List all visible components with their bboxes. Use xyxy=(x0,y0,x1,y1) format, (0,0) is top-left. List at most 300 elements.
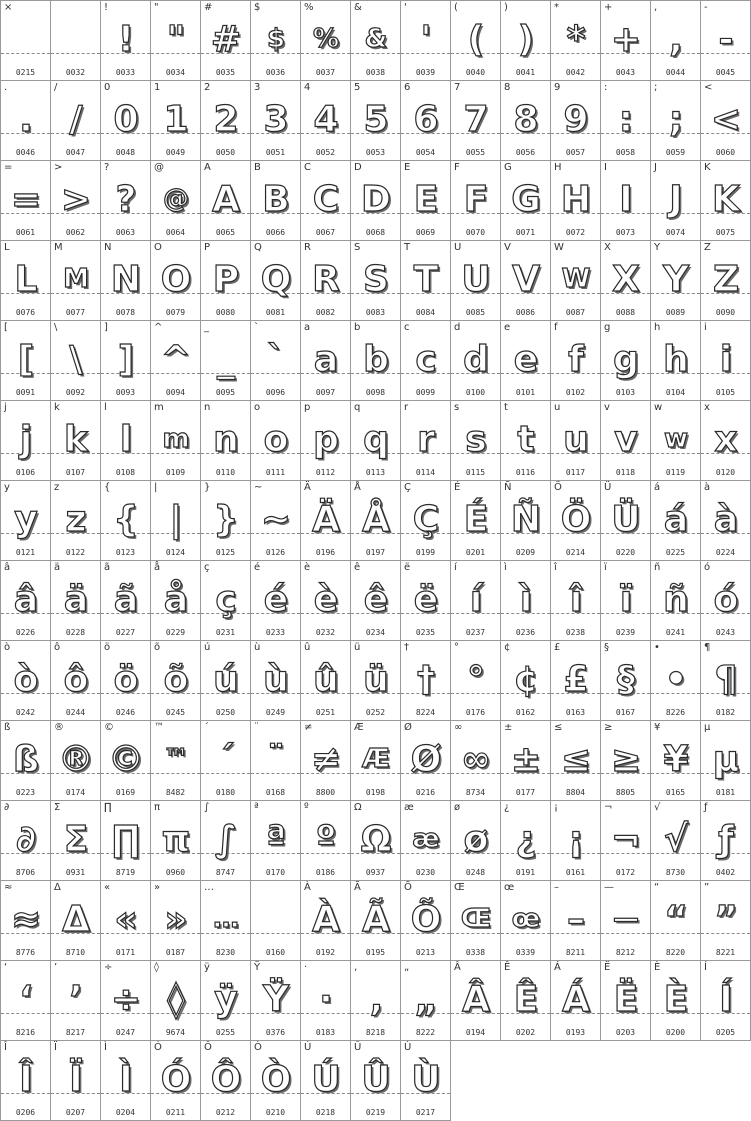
glyph-label: / xyxy=(54,82,58,93)
glyph-cell xyxy=(51,721,101,801)
glyph-code: 0226 xyxy=(15,628,36,637)
glyph-code: 8800 xyxy=(315,788,336,797)
glyph-sample: ~ xyxy=(260,498,291,540)
glyph-cell xyxy=(601,81,651,161)
glyph-code: 0194 xyxy=(465,1028,486,1037)
glyph-sample: D xyxy=(361,178,390,220)
glyph-code: 0045 xyxy=(715,68,736,77)
glyph-code: 0085 xyxy=(465,308,486,317)
glyph-sample: ¢ xyxy=(513,658,538,700)
glyph-sample: l xyxy=(119,418,132,460)
glyph-code: 0181 xyxy=(715,788,736,797)
glyph-cell xyxy=(201,561,251,641)
glyph-cell xyxy=(201,81,251,161)
glyph-cell xyxy=(1,641,51,721)
glyph-label: ñ xyxy=(654,562,661,573)
glyph-sample: ∏ xyxy=(111,818,140,860)
glyph-code: 0248 xyxy=(465,868,486,877)
glyph-label: I xyxy=(604,162,607,173)
glyph-sample: Δ xyxy=(62,898,89,940)
glyph-label: û xyxy=(304,642,311,653)
glyph-cell xyxy=(551,961,601,1041)
glyph-sample: ô xyxy=(63,658,88,700)
glyph-cell xyxy=(151,721,201,801)
glyph-cell xyxy=(101,81,151,161)
glyph-code: 0064 xyxy=(165,228,186,237)
glyph-sample: “ xyxy=(664,898,687,940)
glyph-label: ¥ xyxy=(654,722,661,733)
glyph-code: 0087 xyxy=(565,308,586,317)
glyph-cell xyxy=(551,881,601,961)
glyph-code: 0042 xyxy=(565,68,586,77)
glyph-sample: B xyxy=(262,178,289,220)
glyph-code: 0090 xyxy=(715,308,736,317)
glyph-cell xyxy=(51,961,101,1041)
glyph-code: 0165 xyxy=(665,788,686,797)
glyph-code: 0252 xyxy=(365,708,386,717)
glyph-sample: ∞ xyxy=(461,738,490,780)
glyph-code: 8218 xyxy=(365,1028,386,1037)
glyph-label: C xyxy=(304,162,311,173)
glyph-label: T xyxy=(404,242,411,253)
glyph-label: z xyxy=(54,482,60,493)
glyph-sample: è xyxy=(313,578,338,620)
glyph-sample: ÿ xyxy=(214,978,237,1020)
glyph-cell xyxy=(401,801,451,881)
glyph-sample: ¶ xyxy=(714,658,737,700)
glyph-code: 0196 xyxy=(315,548,336,557)
glyph-cell xyxy=(501,1,551,81)
glyph-sample: å xyxy=(163,578,188,620)
glyph-code: 0217 xyxy=(415,1108,436,1117)
glyph-cell xyxy=(651,401,701,481)
glyph-cell xyxy=(51,1,101,81)
glyph-cell xyxy=(551,81,601,161)
glyph-cell xyxy=(501,321,551,401)
glyph-label: ª xyxy=(254,802,259,813)
glyph-cell xyxy=(351,961,401,1041)
glyph-sample: Ù xyxy=(411,1058,440,1100)
glyph-sample: / xyxy=(69,98,82,140)
glyph-sample: Û xyxy=(361,1058,390,1100)
glyph-sample: œ xyxy=(511,904,540,934)
glyph-sample: i xyxy=(719,338,732,380)
glyph-cell xyxy=(401,161,451,241)
glyph-code: 0057 xyxy=(565,148,586,157)
glyph-cell xyxy=(51,81,101,161)
glyph-sample: _ xyxy=(217,338,234,380)
glyph-label: : xyxy=(604,82,608,93)
glyph-label: E xyxy=(404,162,411,173)
glyph-sample: Ÿ xyxy=(262,978,289,1020)
glyph-cell xyxy=(501,641,551,721)
glyph-cell xyxy=(401,561,451,641)
glyph-sample: ÷ xyxy=(110,978,141,1020)
glyph-cell xyxy=(601,241,651,321)
glyph-code: 0169 xyxy=(115,788,136,797)
glyph-cell xyxy=(151,321,201,401)
glyph-sample: P xyxy=(212,258,239,300)
glyph-sample: ‚ xyxy=(369,978,382,1020)
glyph-cell xyxy=(601,561,651,641)
glyph-cell xyxy=(151,401,201,481)
glyph-code: 0227 xyxy=(115,628,136,637)
glyph-label: ‚ xyxy=(354,962,358,973)
glyph-code: 0376 xyxy=(265,1028,286,1037)
glyph-sample xyxy=(251,893,300,945)
glyph-cell xyxy=(701,81,751,161)
glyph-cell xyxy=(551,401,601,481)
glyph-code: 0073 xyxy=(615,228,636,237)
glyph-sample: Ê xyxy=(513,978,538,1020)
glyph-label: p xyxy=(304,402,311,413)
glyph-label: Ò xyxy=(254,1042,262,1053)
glyph-code: 0062 xyxy=(65,228,86,237)
glyph-cell xyxy=(301,1041,351,1121)
glyph-label: ] xyxy=(104,322,108,333)
glyph-cell xyxy=(51,321,101,401)
glyph-sample: r xyxy=(417,418,434,460)
glyph-label: √ xyxy=(654,802,661,813)
glyph-code: 8216 xyxy=(15,1028,36,1037)
glyph-cell xyxy=(351,561,401,641)
glyph-cell xyxy=(101,481,151,561)
glyph-cell xyxy=(501,241,551,321)
glyph-label: × xyxy=(4,2,13,13)
glyph-label: @ xyxy=(154,162,164,173)
glyph-label: ! xyxy=(104,2,109,13)
glyph-code: 0171 xyxy=(115,948,136,957)
glyph-label: U xyxy=(454,242,462,253)
glyph-code: 0245 xyxy=(165,708,186,717)
glyph-cell xyxy=(301,721,351,801)
glyph-code: 0193 xyxy=(565,1028,586,1037)
glyph-sample: s xyxy=(465,418,486,460)
glyph-sample: Ä xyxy=(312,498,339,540)
glyph-sample: # xyxy=(210,18,241,60)
glyph-code: 8224 xyxy=(415,708,436,717)
glyph-sample: % xyxy=(312,24,339,54)
glyph-code: 0176 xyxy=(465,708,486,717)
glyph-sample: Â xyxy=(462,978,489,1020)
glyph-label: m xyxy=(154,402,164,413)
glyph-cell xyxy=(601,321,651,401)
glyph-code: 9674 xyxy=(165,1028,186,1037)
glyph-code: 8222 xyxy=(415,1028,436,1037)
glyph-code: 0233 xyxy=(265,628,286,637)
glyph-label: N xyxy=(104,242,112,253)
glyph-sample: w xyxy=(663,424,688,454)
glyph-label: < xyxy=(704,82,713,93)
glyph-label: ∫ xyxy=(204,802,210,813)
glyph-cell xyxy=(251,401,301,481)
glyph-cell xyxy=(251,561,301,641)
glyph-sample: á xyxy=(663,498,688,540)
glyph-code: 0040 xyxy=(465,68,486,77)
glyph-sample: = xyxy=(10,178,41,220)
glyph-code: 0115 xyxy=(465,468,486,477)
glyph-sample: ( xyxy=(467,18,484,60)
glyph-code: 0116 xyxy=(515,468,536,477)
glyph-code: 0054 xyxy=(415,148,436,157)
glyph-code: 0107 xyxy=(65,468,86,477)
glyph-code: 0180 xyxy=(215,788,236,797)
glyph-sample: — xyxy=(613,904,638,934)
glyph-sample: n xyxy=(213,418,238,460)
glyph-code: 0039 xyxy=(415,68,436,77)
glyph-code: 0086 xyxy=(515,308,536,317)
glyph-cell xyxy=(101,641,151,721)
glyph-label: 3 xyxy=(254,82,261,93)
glyph-label: µ xyxy=(704,722,711,733)
glyph-label: ‘ xyxy=(4,962,8,973)
glyph-sample: Î xyxy=(19,1058,32,1100)
glyph-code: 0110 xyxy=(215,468,236,477)
glyph-cell xyxy=(1,881,51,961)
glyph-label: ê xyxy=(354,562,361,573)
glyph-sample: ° xyxy=(467,658,484,700)
glyph-label: ÿ xyxy=(204,962,210,973)
glyph-label: å xyxy=(154,562,161,573)
glyph-cell xyxy=(351,1041,401,1121)
glyph-cell xyxy=(401,321,451,401)
glyph-cell xyxy=(251,801,301,881)
glyph-sample: . xyxy=(19,98,32,140)
glyph-label: i xyxy=(704,322,707,333)
glyph-sample: » xyxy=(164,898,187,940)
glyph-code: 0077 xyxy=(65,308,86,317)
glyph-sample: ü xyxy=(363,658,388,700)
glyph-sample: í xyxy=(469,578,482,620)
glyph-sample: ´ xyxy=(217,738,234,780)
glyph-code: 0204 xyxy=(115,1108,136,1117)
glyph-cell xyxy=(151,881,201,961)
glyph-label: o xyxy=(254,402,261,413)
glyph-cell xyxy=(701,961,751,1041)
glyph-sample: O xyxy=(160,258,191,300)
glyph-label: } xyxy=(204,482,211,493)
glyph-code: 0117 xyxy=(565,468,586,477)
glyph-label: ï xyxy=(604,562,607,573)
glyph-code: 0108 xyxy=(115,468,136,477)
glyph-code: 0038 xyxy=(365,68,386,77)
glyph-sample: 5 xyxy=(363,98,388,140)
glyph-cell xyxy=(551,161,601,241)
glyph-label: · xyxy=(304,962,308,973)
glyph-cell xyxy=(651,1,701,81)
glyph-cell xyxy=(601,801,651,881)
glyph-label: π xyxy=(154,802,161,813)
glyph-sample: M xyxy=(63,264,88,294)
glyph-sample: f xyxy=(568,338,583,380)
glyph-code: 0056 xyxy=(515,148,536,157)
glyph-label: = xyxy=(4,162,13,173)
glyph-cell xyxy=(451,561,501,641)
glyph-sample: 7 xyxy=(463,98,488,140)
glyph-sample: Ì xyxy=(119,1058,132,1100)
glyph-sample: k xyxy=(64,418,87,460)
glyph-code: 0075 xyxy=(715,228,736,237)
glyph-sample: a xyxy=(313,338,338,380)
glyph-code: 0050 xyxy=(215,148,236,157)
glyph-cell xyxy=(551,241,601,321)
glyph-code: 0119 xyxy=(665,468,686,477)
glyph-label: Σ xyxy=(54,802,61,813)
glyph-cell xyxy=(651,321,701,401)
glyph-label: § xyxy=(604,642,609,653)
glyph-sample: Ω xyxy=(360,818,391,860)
glyph-label: H xyxy=(554,162,562,173)
glyph-code: 0183 xyxy=(315,1028,336,1037)
glyph-sample: F xyxy=(463,178,488,220)
glyph-cell xyxy=(701,401,751,481)
glyph-code: 0081 xyxy=(265,308,286,317)
glyph-sample: Ë xyxy=(613,978,638,1020)
glyph-code: 8212 xyxy=(615,948,636,957)
glyph-label: Ú xyxy=(304,1042,312,1053)
glyph-cell xyxy=(101,881,151,961)
glyph-label: W xyxy=(554,242,564,253)
glyph-sample: d xyxy=(463,338,488,380)
glyph-label: Í xyxy=(704,962,707,973)
glyph-sample: õ xyxy=(163,658,188,700)
glyph-cell xyxy=(301,961,351,1041)
glyph-sample: 3 xyxy=(263,98,288,140)
glyph-cell xyxy=(51,161,101,241)
glyph-label: ® xyxy=(54,722,64,733)
glyph-label: 0 xyxy=(104,82,111,93)
glyph-sample: Ã xyxy=(362,898,389,940)
glyph-sample: e xyxy=(513,338,538,380)
glyph-label: ä xyxy=(54,562,61,573)
glyph-cell xyxy=(151,161,201,241)
glyph-label: 9 xyxy=(554,82,561,93)
glyph-label: ∏ xyxy=(104,802,112,813)
glyph-cell xyxy=(601,881,651,961)
glyph-sample: ® xyxy=(58,738,93,780)
glyph-label: & xyxy=(354,2,362,13)
glyph-cell xyxy=(351,161,401,241)
glyph-label: ' xyxy=(404,2,407,13)
glyph-sample: ∫ xyxy=(215,818,236,860)
glyph-sample: m xyxy=(162,424,189,454)
glyph-code: 0071 xyxy=(515,228,536,237)
glyph-sample: * xyxy=(566,18,585,60)
glyph-code: 0067 xyxy=(315,228,336,237)
glyph-sample: o xyxy=(263,418,288,460)
glyph-cell xyxy=(1,241,51,321)
glyph-code: 0122 xyxy=(65,548,86,557)
glyph-code: 0098 xyxy=(365,388,386,397)
glyph-sample: K xyxy=(712,178,739,220)
glyph-cell xyxy=(201,321,251,401)
glyph-code: 0036 xyxy=(265,68,286,77)
glyph-label: ± xyxy=(504,722,513,733)
glyph-sample: Q xyxy=(260,258,291,300)
glyph-label: ( xyxy=(454,2,458,13)
glyph-code: 0041 xyxy=(515,68,536,77)
glyph-sample: ª xyxy=(265,818,286,860)
glyph-cell xyxy=(701,241,751,321)
glyph-cell xyxy=(601,1,651,81)
glyph-sample: + xyxy=(610,18,641,60)
glyph-code: 0118 xyxy=(615,468,636,477)
glyph-cell xyxy=(201,401,251,481)
glyph-label: v xyxy=(604,402,610,413)
glyph-code: 8230 xyxy=(215,948,236,957)
glyph-label: ∂ xyxy=(4,802,10,813)
glyph-label: ô xyxy=(54,642,61,653)
glyph-label: J xyxy=(654,162,657,173)
glyph-code: 0034 xyxy=(165,68,186,77)
glyph-cell xyxy=(501,481,551,561)
glyph-label: è xyxy=(304,562,311,573)
glyph-label: Õ xyxy=(404,882,412,893)
glyph-code: 0225 xyxy=(665,548,686,557)
glyph-sample: A xyxy=(212,178,239,220)
glyph-code: 0072 xyxy=(565,228,586,237)
glyph-label: † xyxy=(404,642,409,653)
glyph-code: 0235 xyxy=(415,628,436,637)
glyph-label: ≈ xyxy=(4,882,13,893)
glyph-sample: } xyxy=(213,498,238,540)
glyph-cell xyxy=(51,641,101,721)
glyph-sample: à xyxy=(713,498,738,540)
glyph-cell xyxy=(701,481,751,561)
glyph-code: 0187 xyxy=(165,948,186,957)
glyph-sample: ' xyxy=(420,18,431,60)
glyph-cell xyxy=(351,481,401,561)
glyph-cell xyxy=(1,721,51,801)
glyph-code: 0074 xyxy=(665,228,686,237)
glyph-cell xyxy=(401,81,451,161)
glyph-code: 0055 xyxy=(465,148,486,157)
glyph-code: 0236 xyxy=(515,628,536,637)
glyph-code: 0061 xyxy=(15,228,36,237)
glyph-code: 8734 xyxy=(465,788,486,797)
glyph-label: 5 xyxy=(354,82,361,93)
glyph-sample: Œ xyxy=(460,904,491,934)
glyph-label: ø xyxy=(454,802,461,813)
glyph-sample: ò xyxy=(13,658,38,700)
glyph-label: b xyxy=(354,322,361,333)
glyph-sample: Ö xyxy=(560,498,591,540)
glyph-label: … xyxy=(204,882,214,893)
glyph-cell xyxy=(451,481,501,561)
glyph-sample: ∂ xyxy=(16,818,35,860)
glyph-cell xyxy=(151,1041,201,1121)
glyph-label: ó xyxy=(704,562,711,573)
glyph-label: à xyxy=(704,482,711,493)
glyph-cell xyxy=(201,1,251,81)
glyph-sample: ã xyxy=(113,578,138,620)
glyph-cell xyxy=(301,881,351,961)
glyph-cell xyxy=(401,1,451,81)
glyph-label: t xyxy=(504,402,508,413)
glyph-cell xyxy=(601,401,651,481)
glyph-label: É xyxy=(454,482,461,493)
glyph-sample: Ü xyxy=(611,498,640,540)
glyph-sample: … xyxy=(213,904,238,934)
glyph-code: 0239 xyxy=(615,628,636,637)
glyph-label: - xyxy=(704,2,708,13)
glyph-label: Ö xyxy=(554,482,562,493)
glyph-sample: S xyxy=(363,258,388,300)
glyph-code: 0095 xyxy=(215,388,236,397)
glyph-sample: [ xyxy=(17,338,34,380)
glyph-sample: Á xyxy=(562,978,589,1020)
glyph-cell xyxy=(301,801,351,881)
